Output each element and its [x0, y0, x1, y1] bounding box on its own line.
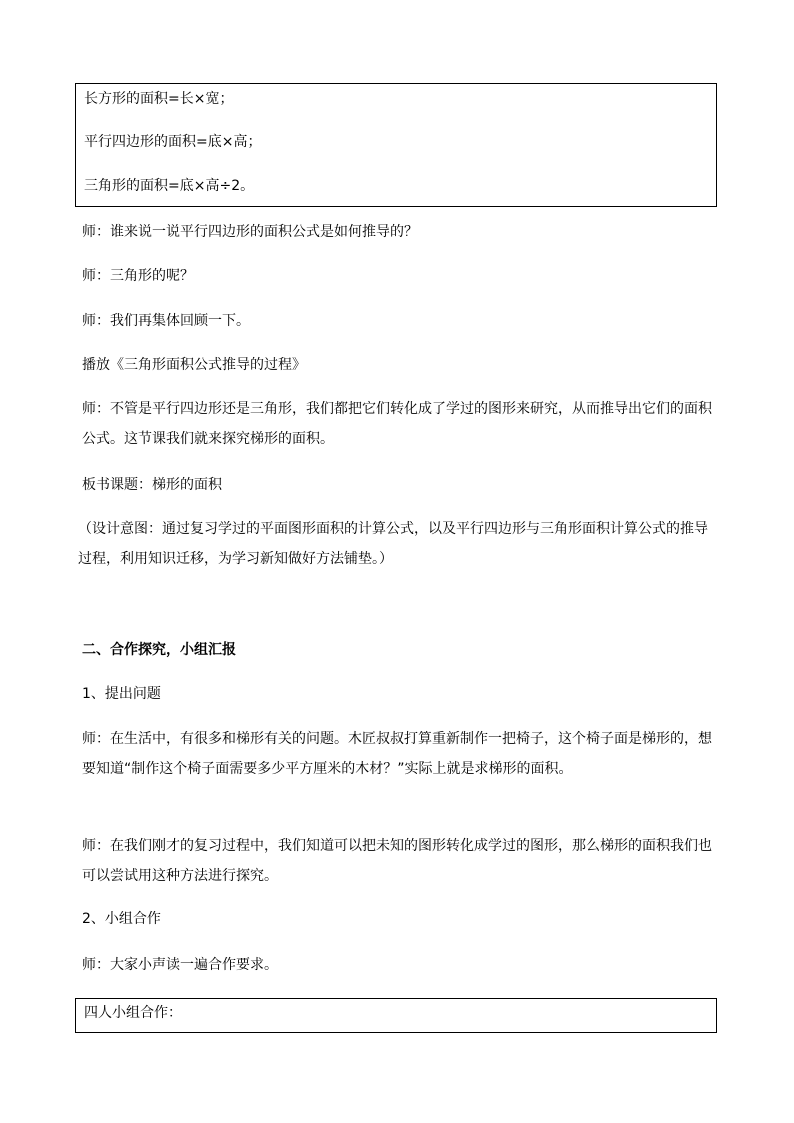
subheading-raise-question: 1、提出问题	[82, 686, 161, 702]
paragraph-teacher-read-requirements: 师：大家小声读一遍合作要求。	[82, 957, 278, 973]
paragraph-teacher-transform-method: 师：在我们刚才的复习过程中，我们知道可以把未知的图形转化成学过的图形，那么梯形的面积我们也可以尝试用这种方法进行探究。	[82, 838, 712, 884]
formula-box	[75, 83, 717, 207]
paragraph-play-video: 播放《三角形面积公式推导的过程》	[82, 357, 306, 373]
cooperation-box	[75, 998, 717, 1033]
paragraph-board-title: 板书课题：梯形的面积	[82, 477, 222, 493]
formula-rectangle: 长方形的面积=长×宽；	[84, 91, 234, 107]
paragraph-design-intent: （设计意图：通过复习学过的平面图形面积的计算公式，以及平行四边形与三角形面积计算公式的推导过程，利用知识迁移，为学习新知做好方法铺垫。）	[78, 521, 708, 567]
section-heading-cooperative-inquiry: 二、合作探究，小组汇报	[82, 642, 236, 658]
paragraph-teacher-question-parallelogram: 师：谁来说一说平行四边形的面积公式是如何推导的？	[82, 224, 418, 240]
paragraph-teacher-summary: 师：不管是平行四边形还是三角形，我们都把它们转化成了学过的图形来研究，从而推导出它们的面积公式。这节课我们就来探究梯形的面积。	[82, 401, 712, 447]
paragraph-teacher-review: 师：我们再集体回顾一下。	[82, 313, 250, 329]
subheading-group-cooperation: 2、小组合作	[82, 911, 161, 927]
paragraph-teacher-question-triangle: 师：三角形的呢？	[82, 268, 194, 284]
formula-parallelogram: 平行四边形的面积=底×高；	[84, 134, 262, 150]
paragraph-teacher-chair-problem: 师：在生活中，有很多和梯形有关的问题。木匠叔叔打算重新制作一把椅子，这个椅子面是梯形的，想要知道“制作这个椅子面需要多少平方厘米的木材？”实际上就是求梯形的面积。	[82, 731, 712, 777]
cooperation-box-title: 四人小组合作：	[84, 1005, 182, 1021]
formula-triangle: 三角形的面积=底×高÷2。	[84, 178, 255, 194]
